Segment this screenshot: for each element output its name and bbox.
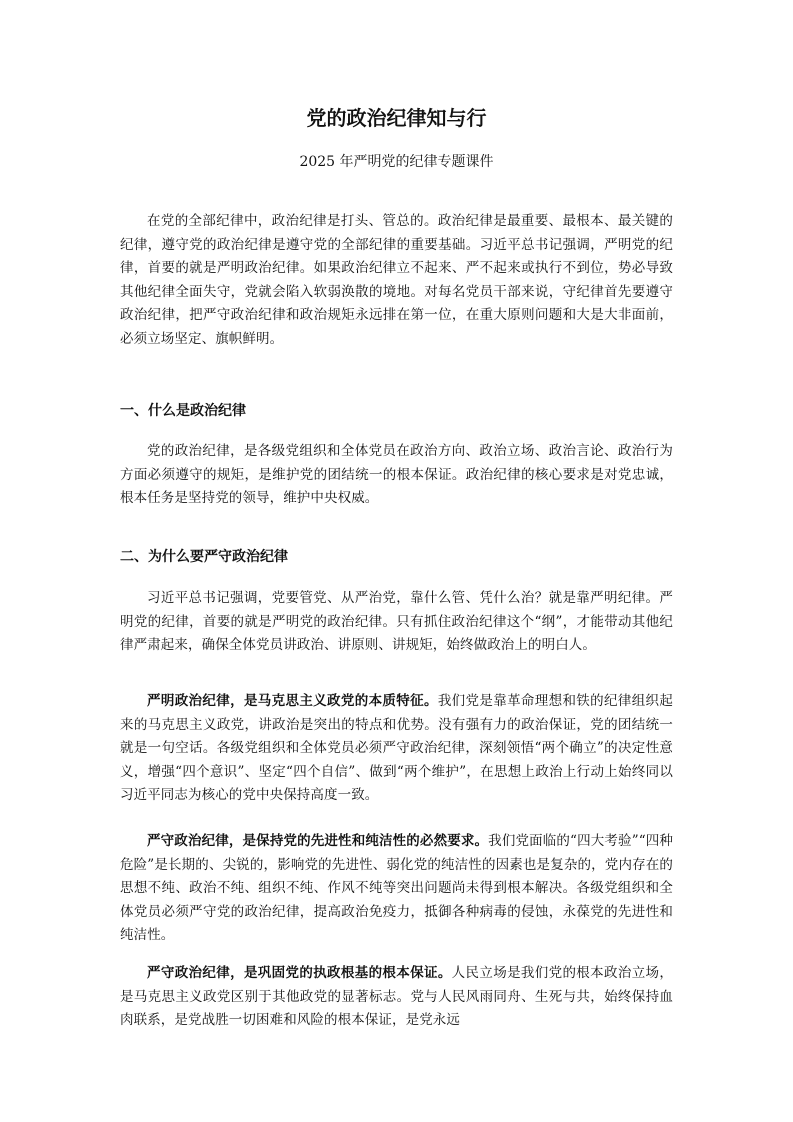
point-2-body: 我们党面临的“四大考验”“四种危险”是长期的、尖锐的，影响党的先进性、弱化党的纯洁性的因素也是复杂的，党内存在的思想不纯、政治不纯、组织不纯、作风不纯等突出问题尚未得到根本解决。各级党组织和全体党员必须严守党的政治纪律，提高政治免疫力，抵御各种病毒的侵蚀，永葆党的先进性和纯洁性。 <box>120 833 673 943</box>
point-3-lead: 严守政治纪律，是巩固党的执政根基的根本保证。 <box>147 965 452 981</box>
document-subtitle: 2025 年严明党的纪律专题课件 <box>299 154 494 170</box>
point-1-paragraph <box>120 690 673 808</box>
point-2-lead: 严守政治纪律，是保持党的先进性和纯洁性的必然要求。 <box>147 833 489 849</box>
section-2-heading: 二、为什么要严守政治纪律 <box>120 549 288 565</box>
point-3-body: 人民立场是我们党的根本政治立场，是马克思主义政党区别于其他政党的显著标志。党与人民风雨同舟、生死与共，始终保持血肉联系，是党战胜一切困难和风险的根本保证，是党永远 <box>120 965 673 1028</box>
intro-paragraph: 在党的全部纪律中，政治纪律是打头、管总的。政治纪律是最重要、最根本、最关键的纪律，遵守党的政治纪律是遵守党的全部纪律的重要基础。习近平总书记强调，严明党的纪律，首要的就是严明政治纪律。如果政治纪律立不起来、严不起来或执行不到位，势必导致其他纪律全面失守，党就会陷入软弱涣散的境地。对每名党员干部来说，守纪律首先要遵守政治纪律，把严守政治纪律和政治规矩永远排在第一位，在重大原则问题和大是大非面前，必须立场坚定、旗帜鲜明。 <box>120 213 673 347</box>
section-1-paragraph: 党的政治纪律，是各级党组织和全体党员在政治方向、政治立场、政治言论、政治行为方面必须遵守的规矩，是维护党的团结统一的根本保证。政治纪律的核心要求是对党忠诚，根本任务是坚持党的领导，维护中央权威。 <box>120 443 673 506</box>
point-1-body: 我们党是靠革命理想和铁的纪律组织起来的马克思主义政党，讲政治是突出的特点和优势。没有强有力的政治保证，党的团结统一就是一句空话。各级党组织和全体党员必须严守政治纪律，深刻领悟“两个确立”的决定性意义，增强“四个意识”、坚定“四个自信”、做到“两个维护”，在思想上政治上行动上始终同以习近平同志为核心的党中央保持高度一致。 <box>120 693 674 803</box>
point-2-paragraph <box>120 830 673 948</box>
document-title: 党的政治纪律知与行 <box>306 106 487 130</box>
section-1-heading: 一、什么是政治纪律 <box>120 403 246 419</box>
point-3-paragraph <box>120 962 673 1033</box>
section-2-paragraph: 习近平总书记强调，党要管党、从严治党，靠什么管、凭什么治？就是靠严明纪律。严明党的纪律，首要的就是严明党的政治纪律。只有抓住政治纪律这个“纲”，才能带动其他纪律严肃起来，确保全体党员讲政治、讲原则、讲规矩，始终做政治上的明白人。 <box>120 590 673 653</box>
point-1-lead: 严明政治纪律，是马克思主义政党的本质特征。 <box>147 693 438 709</box>
